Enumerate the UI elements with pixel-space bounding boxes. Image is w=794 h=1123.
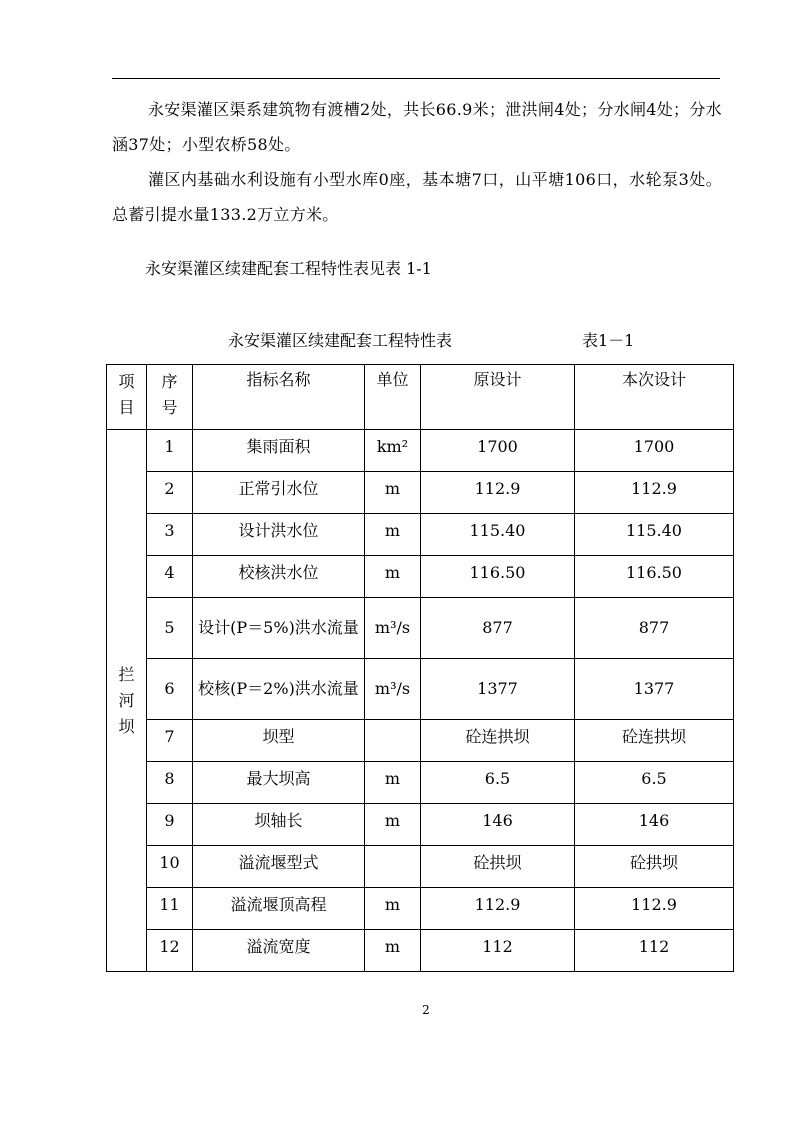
name-cell: 坝型 [193, 720, 365, 762]
unit-cell: m [365, 804, 421, 846]
current-value-cell: 6.5 [575, 762, 734, 804]
table-row [107, 514, 734, 556]
seq-cell: 2 [147, 472, 193, 514]
name-cell: 坝轴长 [193, 804, 365, 846]
table-row [107, 430, 734, 472]
table-row [107, 472, 734, 514]
unit-cell: m³/s [365, 598, 421, 659]
current-value-cell: 116.50 [575, 556, 734, 598]
original-value-cell: 112.9 [421, 888, 575, 930]
original-value-cell: 112.9 [421, 472, 575, 514]
table-row [107, 804, 734, 846]
seq-cell: 8 [147, 762, 193, 804]
original-value-cell: 砼连拱坝 [421, 720, 575, 762]
page-number: 2 [422, 1003, 430, 1017]
table-row [107, 930, 734, 972]
current-value-cell: 112.9 [575, 472, 734, 514]
table-row [107, 888, 734, 930]
name-cell: 设计(P＝5%)洪水流量 [193, 598, 365, 659]
unit-cell: m [365, 514, 421, 556]
name-cell: 最大坝高 [193, 762, 365, 804]
seq-cell: 3 [147, 514, 193, 556]
name-cell: 正常引水位 [193, 472, 365, 514]
original-value-cell: 112 [421, 930, 575, 972]
original-value-cell: 877 [421, 598, 575, 659]
header-current: 本次设计 [575, 365, 734, 430]
table-reference-text: 永安渠灌区续建配套工程特性表见表 1-1 [145, 259, 432, 278]
table-row [107, 659, 734, 720]
table-row [107, 720, 734, 762]
unit-cell: m [365, 472, 421, 514]
unit-cell [365, 720, 421, 762]
unit-cell: m [365, 888, 421, 930]
current-value-cell: 砼连拱坝 [575, 720, 734, 762]
table-header-row [107, 365, 734, 430]
original-value-cell: 116.50 [421, 556, 575, 598]
name-cell: 校核洪水位 [193, 556, 365, 598]
original-value-cell: 6.5 [421, 762, 575, 804]
current-value-cell: 1700 [575, 430, 734, 472]
current-value-cell: 砼拱坝 [575, 846, 734, 888]
seq-cell: 6 [147, 659, 193, 720]
seq-cell: 5 [147, 598, 193, 659]
current-value-cell: 112.9 [575, 888, 734, 930]
name-cell: 溢流堰型式 [193, 846, 365, 888]
header-original: 原设计 [421, 365, 575, 430]
seq-cell: 4 [147, 556, 193, 598]
name-cell: 集雨面积 [193, 430, 365, 472]
header-name: 指标名称 [193, 365, 365, 430]
seq-cell: 11 [147, 888, 193, 930]
unit-cell: m [365, 762, 421, 804]
name-cell: 设计洪水位 [193, 514, 365, 556]
table-row [107, 556, 734, 598]
name-cell: 溢流宽度 [193, 930, 365, 972]
unit-cell [365, 846, 421, 888]
seq-cell: 9 [147, 804, 193, 846]
group-label: 拦河坝 [118, 664, 135, 736]
paragraph-water-facilities: 灌区内基础水利设施有小型水库0座，基本塘7口，山平塘106口，水轮泵3处。总蓄引提水量133.2万立方米。 [112, 170, 722, 224]
unit-cell: m [365, 930, 421, 972]
current-value-cell: 146 [575, 804, 734, 846]
original-value-cell: 砼拱坝 [421, 846, 575, 888]
current-value-cell: 115.40 [575, 514, 734, 556]
header-item: 项目 [107, 365, 147, 430]
current-value-cell: 877 [575, 598, 734, 659]
header-rule [112, 78, 720, 79]
specification-table [106, 364, 734, 972]
seq-cell: 7 [147, 720, 193, 762]
group-cell [107, 430, 147, 972]
table-row [107, 762, 734, 804]
seq-cell: 10 [147, 846, 193, 888]
current-value-cell: 112 [575, 930, 734, 972]
seq-cell: 1 [147, 430, 193, 472]
unit-cell: km² [365, 430, 421, 472]
paragraph-canal-structures: 永安渠灌区渠系建筑物有渡槽2处，共长66.9米；泄洪闸4处；分水闸4处；分水涵37处；小型农桥58处。 [112, 100, 722, 154]
seq-cell: 12 [147, 930, 193, 972]
name-cell: 校核(P＝2%)洪水流量 [193, 659, 365, 720]
table-row [107, 598, 734, 659]
table-row [107, 846, 734, 888]
header-unit: 单位 [365, 365, 421, 430]
current-value-cell: 1377 [575, 659, 734, 720]
table-number: 表1－1 [582, 331, 635, 350]
unit-cell: m³/s [365, 659, 421, 720]
original-value-cell: 146 [421, 804, 575, 846]
original-value-cell: 1377 [421, 659, 575, 720]
name-cell: 溢流堰顶高程 [193, 888, 365, 930]
unit-cell: m [365, 556, 421, 598]
table-caption: 永安渠灌区续建配套工程特性表 [228, 331, 453, 350]
original-value-cell: 115.40 [421, 514, 575, 556]
header-seq: 序号 [147, 365, 193, 430]
original-value-cell: 1700 [421, 430, 575, 472]
